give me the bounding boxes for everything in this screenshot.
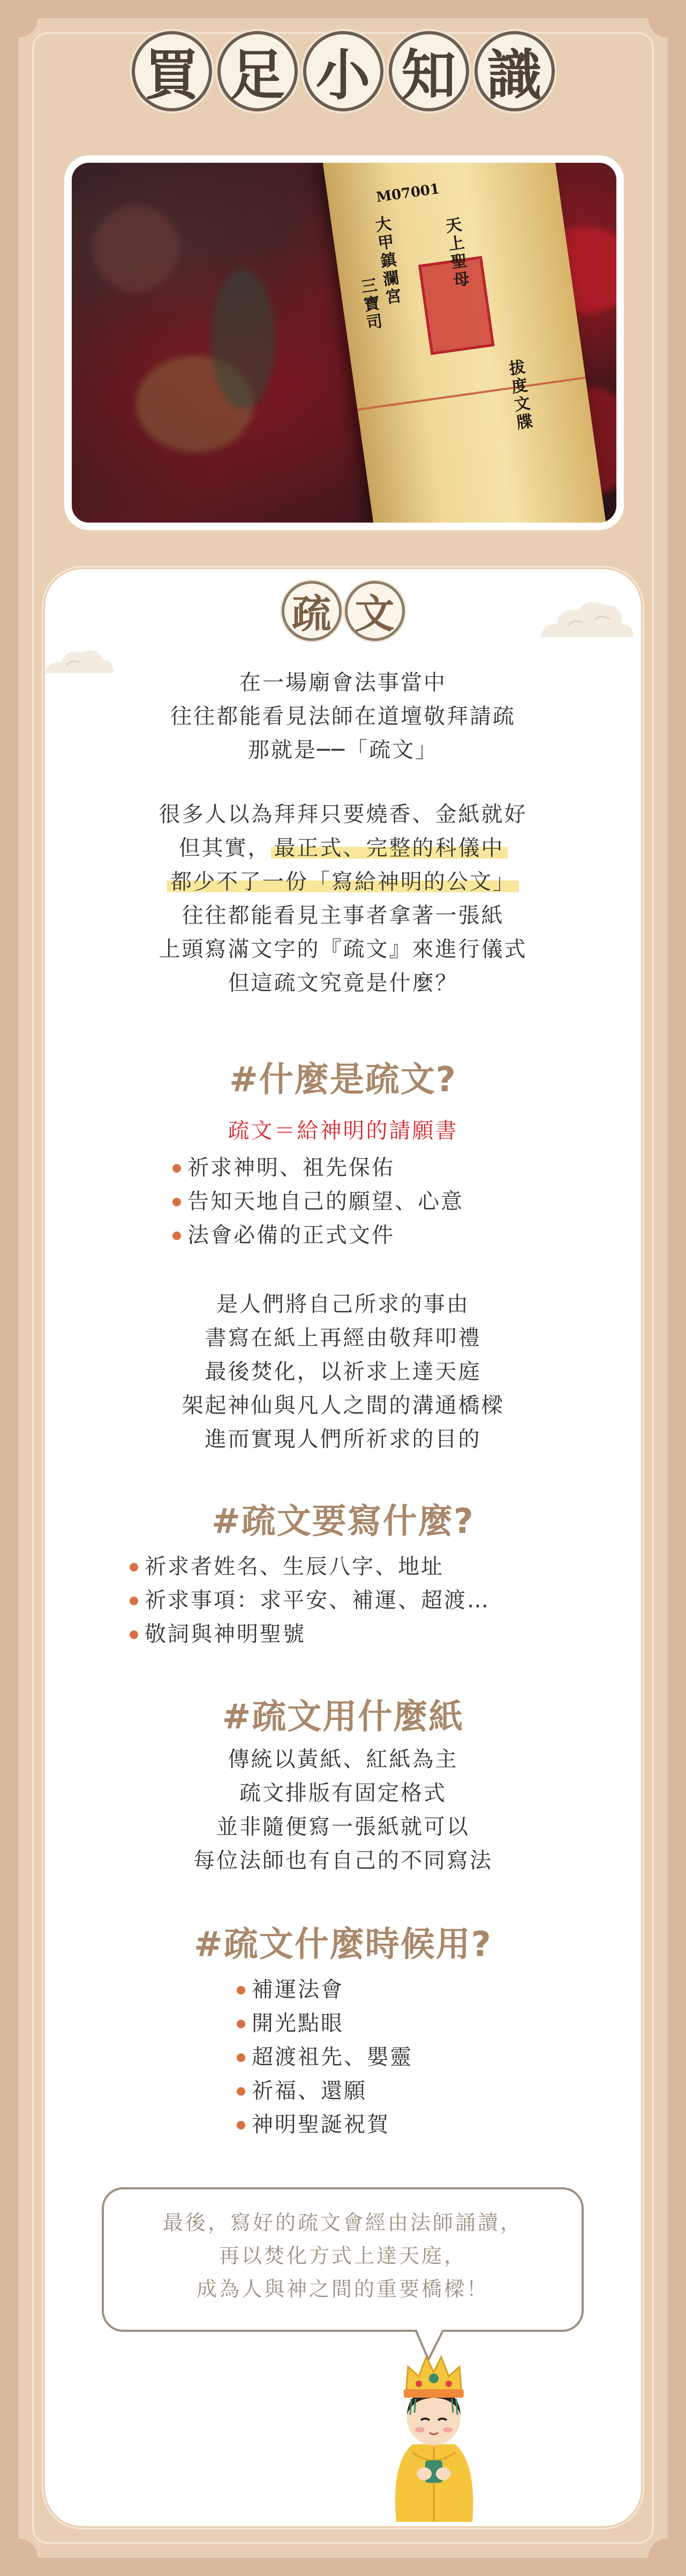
text-line	[0, 865, 686, 899]
list-item	[237, 2074, 413, 2108]
list-item-label: 開光點眼	[252, 2011, 344, 2036]
text-line: 往往都能看見主事者拿著一張紙	[182, 903, 504, 928]
list-item	[237, 2007, 413, 2041]
intro-paragraph	[0, 666, 686, 767]
mazu-character-illustration	[380, 2345, 487, 2522]
text-line: 最後焚化，以祈求上達天庭	[205, 1359, 481, 1384]
bullet-list	[130, 1550, 490, 1651]
list-item-label: 超渡祖先、嬰靈	[252, 2045, 413, 2069]
bullet-dot-icon	[237, 2121, 245, 2129]
bullet-dot-icon	[237, 1986, 245, 1995]
bullet-dot-icon	[130, 1630, 138, 1639]
scroll-string	[357, 376, 585, 411]
section-title: #疏文什麼時候用?	[194, 1925, 492, 1965]
section3-paragraph	[0, 1743, 686, 1878]
list-item-label: 祈求神明、祖先保佑	[187, 1155, 395, 1180]
text-line: 是人們將自己所求的事由	[216, 1292, 470, 1317]
section1-paragraph	[0, 1288, 686, 1456]
text-line: 進而實現人們所祈求的目的	[205, 1427, 481, 1452]
bullet-dot-icon	[130, 1563, 138, 1572]
text-line: 傳統以黃紙、紅紙為主	[228, 1747, 458, 1772]
highlighted-text: 最正式、完整的科儀中	[271, 836, 508, 860]
bullet-dot-icon	[237, 2020, 245, 2028]
scroll-column: 大甲鎮瀾宮	[371, 215, 403, 308]
badge-char: 文	[345, 581, 405, 641]
scroll-column: 拔度文牒	[504, 358, 534, 433]
list-item	[237, 2108, 413, 2142]
scroll-column: 天上聖母	[441, 215, 470, 291]
text-line	[0, 832, 686, 865]
title-char: 買	[132, 31, 212, 111]
explanation-paragraph	[0, 798, 686, 1000]
page-title	[0, 31, 686, 111]
text-line: 每位法師也有自己的不同寫法	[193, 1848, 493, 1873]
text-line: 在一場廟會法事當中	[239, 670, 447, 695]
list-item	[237, 1973, 413, 2007]
text-line: 往往都能看見法師在道壇敬拜請疏	[170, 704, 516, 729]
text-segment: 但其實，	[178, 836, 271, 860]
bullet-dot-icon	[172, 1198, 181, 1206]
list-item	[172, 1185, 464, 1219]
text-line: 最後，寫好的疏文會經由法師誦讀，	[162, 2211, 523, 2234]
closing-message	[102, 2206, 584, 2306]
bullet-dot-icon	[237, 2053, 245, 2062]
list-item-label: 祈福、還願	[252, 2079, 367, 2103]
text-line: 再以焚化方式上達天庭，	[218, 2244, 466, 2268]
bullet-list	[172, 1151, 464, 1252]
text-line: 成為人與神之間的重要橋樑！	[196, 2277, 489, 2301]
list-item	[172, 1219, 464, 1252]
bullet-list	[237, 1973, 413, 2142]
text-line: 但這疏文究竟是什麼？	[228, 971, 458, 995]
text-line: 疏文排版有固定格式	[239, 1781, 447, 1806]
list-item	[237, 2041, 413, 2074]
list-item	[130, 1550, 490, 1584]
title-char: 知	[389, 31, 469, 111]
bullet-dot-icon	[237, 2087, 245, 2096]
title-char: 識	[474, 31, 555, 111]
list-item	[130, 1584, 490, 1618]
highlighted-text: 都少不了一份「寫給神明的公文」	[167, 870, 519, 894]
text-line: 上頭寫滿文字的『疏文』來進行儀式	[159, 937, 527, 962]
list-item-label: 告知天地自己的願望、心意	[187, 1189, 464, 1214]
corner-notch	[649, 2539, 686, 2576]
text-line: 並非隨便寫一張紙就可以	[216, 1815, 470, 1839]
list-item-label: 敬詞與神明聖號	[145, 1622, 306, 1646]
bullet-dot-icon	[172, 1232, 181, 1240]
cloud-icon	[536, 594, 637, 643]
scroll-document	[322, 155, 608, 530]
list-item-label: 祈求者姓名、生辰八字、地址	[145, 1554, 444, 1579]
list-item-label: 補運法會	[252, 1977, 344, 2002]
corner-notch	[0, 2539, 37, 2576]
list-item	[172, 1151, 464, 1185]
scroll-column: 三寶司	[357, 276, 383, 333]
badge-char: 疏	[282, 581, 342, 641]
hero-photo	[64, 155, 624, 530]
section-title: #疏文要寫什麼?	[212, 1502, 474, 1542]
section-title: #什麼是疏文?	[229, 1060, 457, 1100]
list-item-label: 法會必備的正式文件	[187, 1223, 395, 1248]
list-item-label: 祈求事項：求平安、補運、超渡…	[145, 1588, 490, 1613]
definition-line: 疏文＝給神明的請願書	[228, 1119, 458, 1143]
text-line: 架起神仙與凡人之間的溝通橋樑	[182, 1393, 504, 1418]
text-line: 書寫在紙上再經由敬拜叩禮	[205, 1326, 481, 1350]
text-line: 很多人以為拜拜只要燒香、金紙就好	[159, 802, 527, 827]
bullet-dot-icon	[130, 1597, 138, 1605]
list-item	[130, 1618, 490, 1651]
scroll-code: M07001	[375, 180, 441, 206]
section-title: #疏文用什麼紙	[222, 1697, 464, 1737]
bullet-dot-icon	[172, 1164, 181, 1173]
title-char: 小	[303, 31, 383, 111]
text-line: 那就是──「疏文」	[247, 738, 439, 762]
list-item-label: 神明聖誕祝賀	[252, 2112, 390, 2137]
title-char: 足	[217, 31, 298, 111]
